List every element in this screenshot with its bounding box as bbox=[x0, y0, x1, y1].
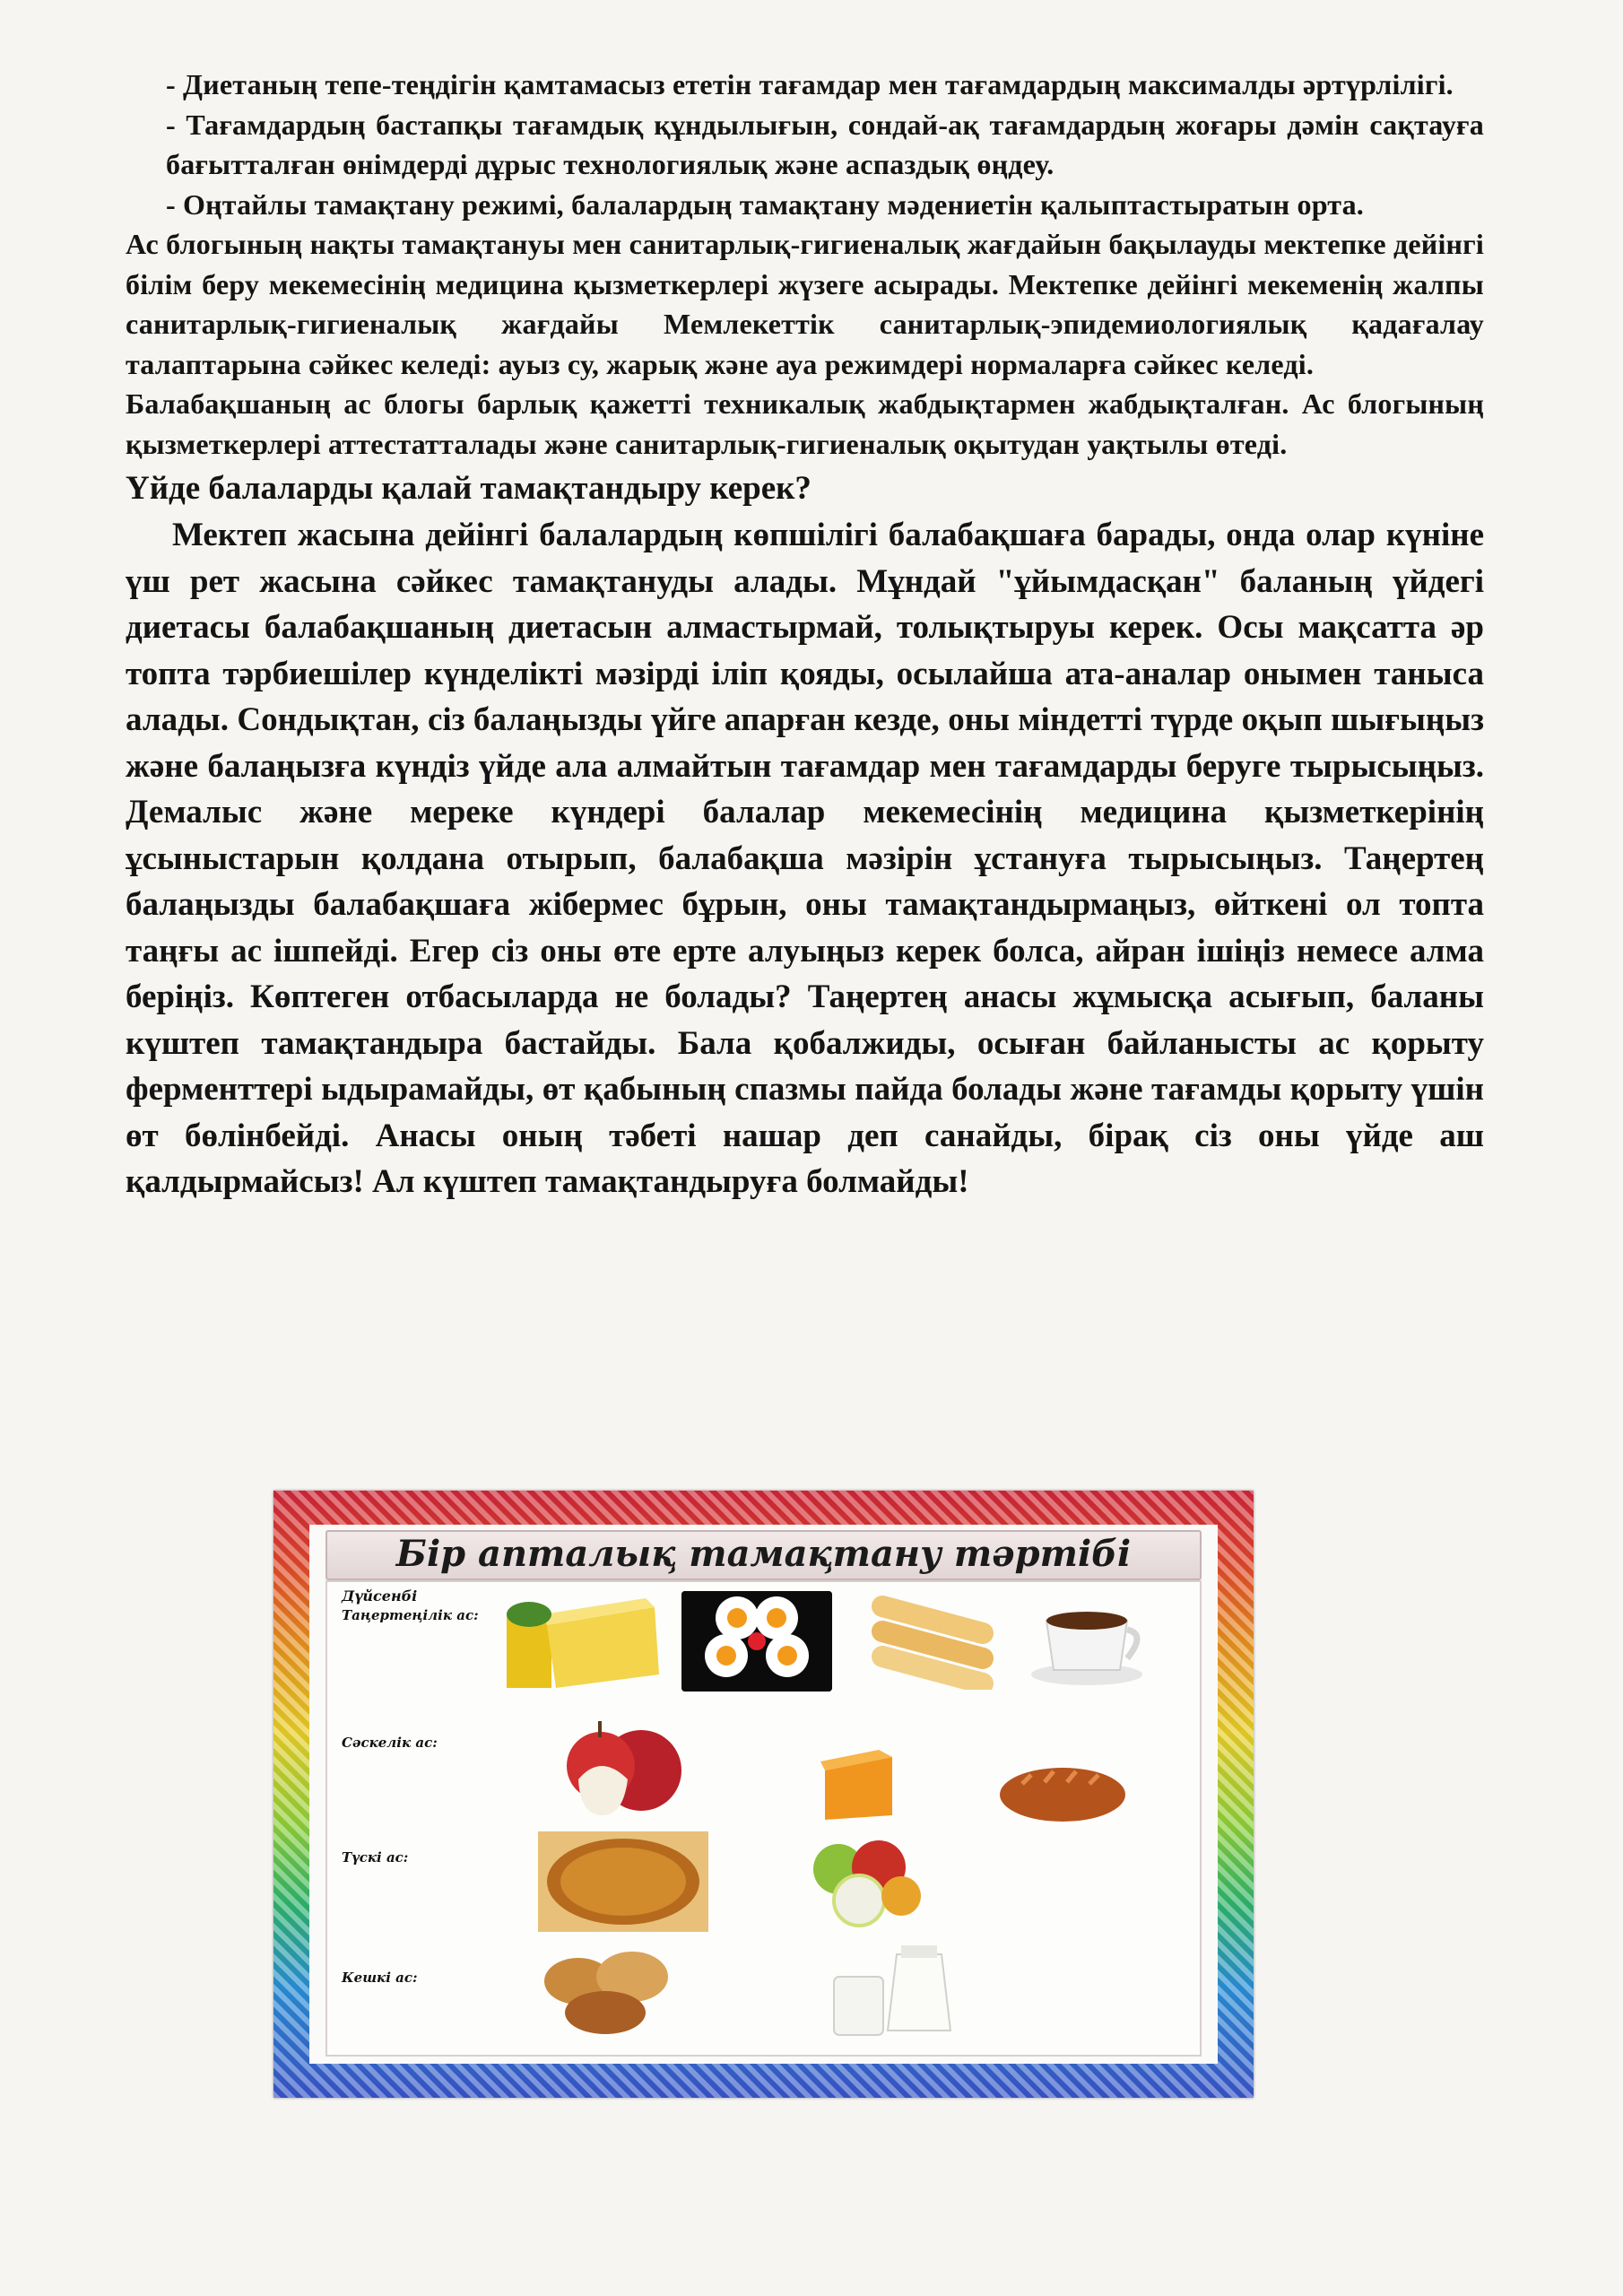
poster-inner bbox=[309, 1525, 1218, 2064]
cheese-wedge-image bbox=[816, 1748, 901, 1824]
section-heading: Үйде балаларды қалай тамақтандыру керек? bbox=[126, 470, 812, 507]
paragraph-home-feeding: Мектеп жасына дейінгі балалардың көпшілігі балабақшаға барады, онда олар күніне үш рет жасына сәйкес тамақтануды алады. Мұндай "ұйымдасқан" баланың үйдегі диетасы балабақшаның диетасын алмастырмай, толықтыруы керек. Осы мақсатта әр топта тәрбиешілер күнделікті мәзірді іліп қояды, осылайша ата-аналар онымен таныса алады. Сондықтан, сіз балаңызды үйге апарған кезде, оны міндетті түрде оқып шығыңыз және балаңызға күндіз үйде ала алмайтын тағамдар мен тағамдарды беруге тырысыңыз. Демалыс және мереке күндері балалар мекемесінің медицина қызметкерінің ұсыныстарын қолдана отырып, балабақша мәзірін ұстануға тырысыңыз. Таңертең балаңызды балабақшаға жібермес бұрын, оны тамақтандырмаңыз, өйткені ол топта таңғы ас ішпейді. Егер сіз оны өте ерте алуыңыз керек болса, айран ішіңіз немесе алма беріңіз. Көптеген отбасыларда не болады? Таңертең анасы жұмысқа асығып, баланы күштеп тамақтандыра бастайды. Бала қобалжиды, осыған байланысты ас қорыту ферменттері ыдырамайды, өт қабының спазмы пайда болады және тағамды қорыту үшін өт бөлінбейді. Анасы оның тәбеті нашар деп санайды, бірақ сіз оны үйде аш қалдырмайсыз! Ал күштеп тамақтандыруға болмайды! bbox=[126, 517, 1484, 1200]
bullet-food-processing: - Тағамдардың бастапқы тағамдық құндылығын, сондай-ақ тағамдардың жоғары дәмін сақтауға бағытталған өнімдерді дұрыс технологиялық және аспаздық өңдеу. bbox=[166, 108, 1484, 180]
bullet-eating-regime: - Оңтайлы тамақтану режимі, балалардың тамақтану мәдениетін қалыптастыратын орта. bbox=[166, 187, 1365, 221]
dinner-label: Кешкі ас: bbox=[342, 1970, 418, 1986]
bread-loaf-image bbox=[995, 1757, 1130, 1829]
poster-title: Бір апталық тамақтану тәртібі bbox=[395, 1533, 1132, 1575]
milk-glass-image bbox=[816, 1945, 964, 2039]
pastries-image bbox=[538, 1945, 686, 2039]
apples-image bbox=[556, 1717, 690, 1820]
bread-sticks-image bbox=[861, 1591, 1004, 1690]
text-block bbox=[126, 65, 1484, 1205]
snack-label: Сәскелік ас: bbox=[342, 1735, 438, 1751]
paragraph-kitchen-equipment: Балабақшаның ас блогы барлық қажетті техникалық жабдықтармен жабдықталған. Ас блогының қызметкерлері аттестатталады және санитарлық-гигиеналық оқытудан уақтылы өтеді. bbox=[126, 387, 1484, 460]
lunch-label: Түскі ас: bbox=[342, 1849, 409, 1866]
paragraph-sanitary-control: Ас блогының нақты тамақтануы мен санитарлық-гигиеналық жағдайын бақылауды мектепке дейінгі білім беру мекемесінің медицина қызметкерлері жүзеге асырады. Мектепке дейінгі мекеменің жалпы санитарлық-гигиеналық жағдайы Мемлекеттік санитарлық-эпидемиологиялық қадағалау талаптарына сәйкес келеді: ауыз су, жарық және ауа режимдері нормаларға сәйкес келеді. bbox=[126, 228, 1484, 380]
butter-cheese-image bbox=[502, 1589, 664, 1695]
day-label: Дүйсенбі bbox=[342, 1587, 418, 1605]
fried-eggs-image bbox=[681, 1591, 832, 1692]
breakfast-label: Таңертеңілік ас: bbox=[342, 1607, 479, 1623]
bullet-dietary-variety: - Диетаның тепе-теңдігін қамтамасыз ететін тағамдар мен тағамдардың максималды әртүрлілігі. bbox=[166, 68, 1454, 100]
menu-area bbox=[325, 1580, 1202, 2057]
poster-title-band bbox=[325, 1530, 1202, 1580]
cocoa-cup-image bbox=[1027, 1598, 1148, 1688]
fruit-plate-image bbox=[789, 1824, 933, 1932]
soup-bowl-image bbox=[538, 1831, 708, 1932]
weekly-menu-poster bbox=[273, 1491, 1254, 2098]
